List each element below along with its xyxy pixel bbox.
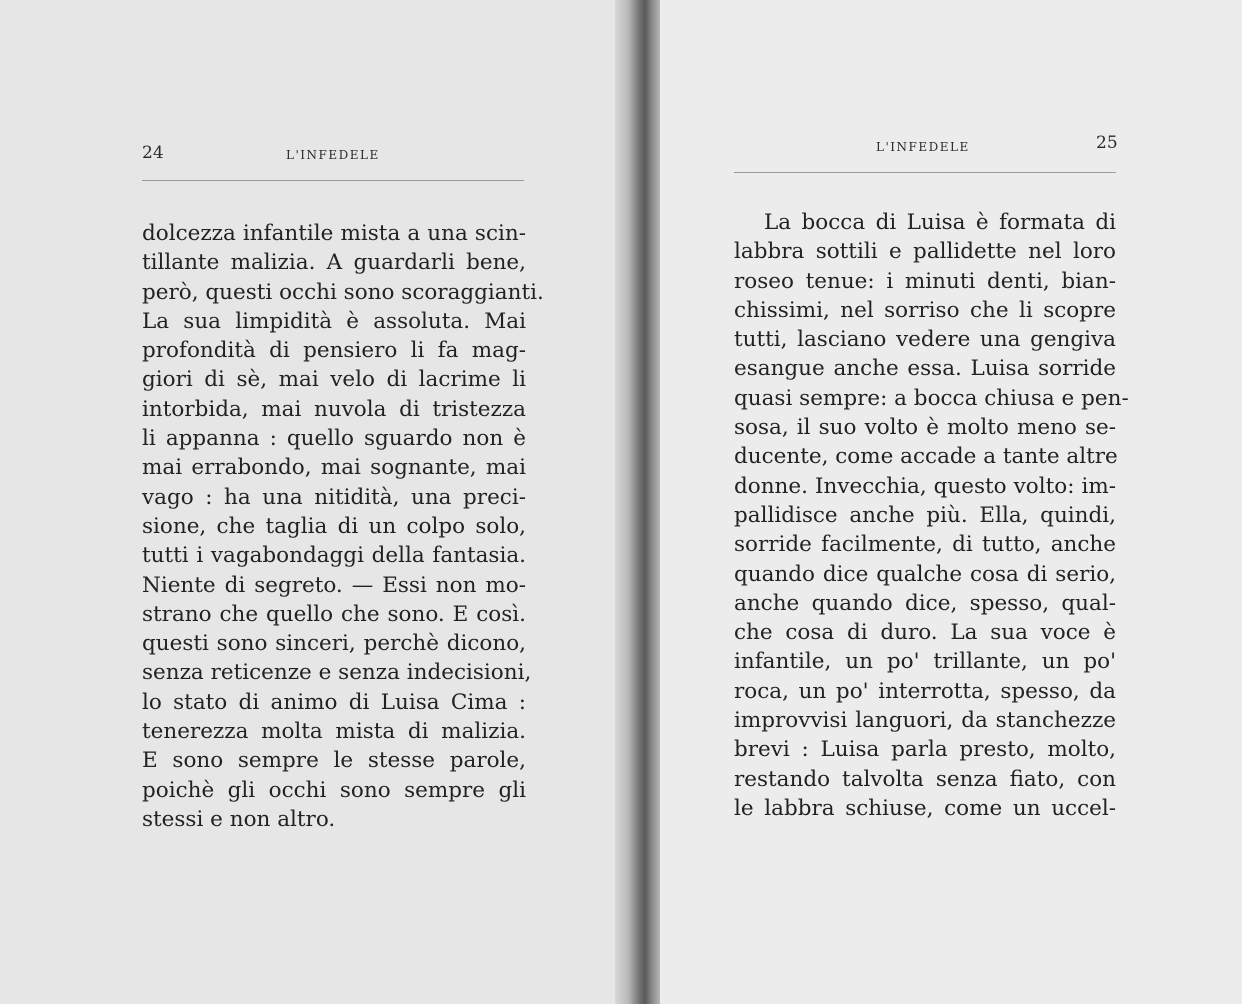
text-line: vago : ha una nitidità, una preci- — [142, 484, 526, 510]
text-line: mai errabondo, mai sognante, mai — [142, 455, 526, 481]
text-line: quasi sempre: a bocca chiusa e pen- — [734, 385, 1129, 411]
right-page — [660, 0, 1242, 1004]
text-line: E sono sempre le stesse parole, — [142, 748, 526, 774]
text-line: Niente di segreto. — Essi non mo- — [142, 572, 526, 598]
text-line: chissimi, nel sorriso che li scopre — [734, 297, 1116, 323]
text-line: roca, un po' interrotta, spesso, da — [734, 678, 1116, 704]
right-page-number: 25 — [1096, 133, 1118, 153]
text-line: La sua limpidità è assoluta. Mai — [142, 308, 526, 334]
text-line: questi sono sinceri, perchè dicono, — [142, 631, 526, 657]
right-header-rule — [734, 172, 1116, 173]
text-line: profondità di pensiero li fa mag- — [142, 338, 526, 364]
text-line: stessi e non altro. — [142, 806, 336, 832]
text-line: le labbra schiuse, come un uccel- — [734, 795, 1116, 821]
text-line: poichè gli occhi sono sempre gli — [142, 777, 526, 803]
text-line: sorride facilmente, di tutto, anche — [734, 532, 1116, 558]
text-line: giori di sè, mai velo di lacrime li — [142, 367, 526, 393]
right-running-title: L'INFEDELE — [876, 140, 970, 154]
text-line: li appanna : quello sguardo non è — [142, 426, 526, 452]
text-line: lo stato di animo di Luisa Cima : — [142, 689, 526, 715]
text-line: pallidisce anche più. Ella, quindi, — [734, 502, 1116, 528]
text-line: tenerezza molta mista di malizia. — [142, 719, 526, 745]
text-line: donne. Invecchia, questo volto: im- — [734, 473, 1116, 499]
text-line: che cosa di duro. La sua voce è — [734, 620, 1116, 646]
left-header-rule — [142, 180, 524, 181]
text-line: tillante malizia. A guardarli bene, — [142, 250, 526, 276]
text-line: La bocca di Luisa è formata di — [764, 210, 1116, 235]
text-line: esangue anche essa. Luisa sorride — [734, 356, 1116, 382]
text-line: tutti, lasciano vedere una gengiva — [734, 327, 1116, 353]
left-running-title: L'INFEDELE — [286, 148, 380, 162]
text-line: intorbida, mai nuvola di tristezza — [142, 396, 526, 422]
text-line: ducente, come accade a tante altre — [734, 444, 1118, 470]
text-line: restando talvolta senza fiato, con — [734, 766, 1116, 792]
text-line: brevi : Luisa parla presto, molto, — [734, 737, 1116, 763]
text-line: anche quando dice, spesso, qual- — [734, 590, 1116, 616]
text-line: sosa, il suo volto è molto meno se- — [734, 415, 1116, 441]
left-body-text — [142, 219, 544, 834]
text-line: roseo tenue: i minuti denti, bian- — [734, 268, 1116, 294]
text-line: quando dice qualche cosa di serio, — [734, 561, 1116, 587]
text-line: labbra sottili e pallidette nel loro — [734, 239, 1116, 265]
text-line: dolcezza infantile mista a una scin- — [142, 221, 526, 246]
text-line: strano che quello che sono. E così. — [142, 601, 526, 627]
text-line: sione, che taglia di un colpo solo, — [142, 513, 526, 539]
text-line: tutti i vagabondaggi della fantasia. — [142, 543, 526, 569]
text-line: senza reticenze e senza indecisioni, — [142, 660, 532, 686]
right-body-text — [734, 208, 1129, 823]
left-page-number: 24 — [142, 143, 164, 163]
text-line: però, questi occhi sono scoraggianti. — [142, 279, 544, 305]
text-line: infantile, un po' trillante, un po' — [734, 649, 1116, 675]
text-line: improvvisi languori, da stanchezze — [734, 708, 1116, 734]
